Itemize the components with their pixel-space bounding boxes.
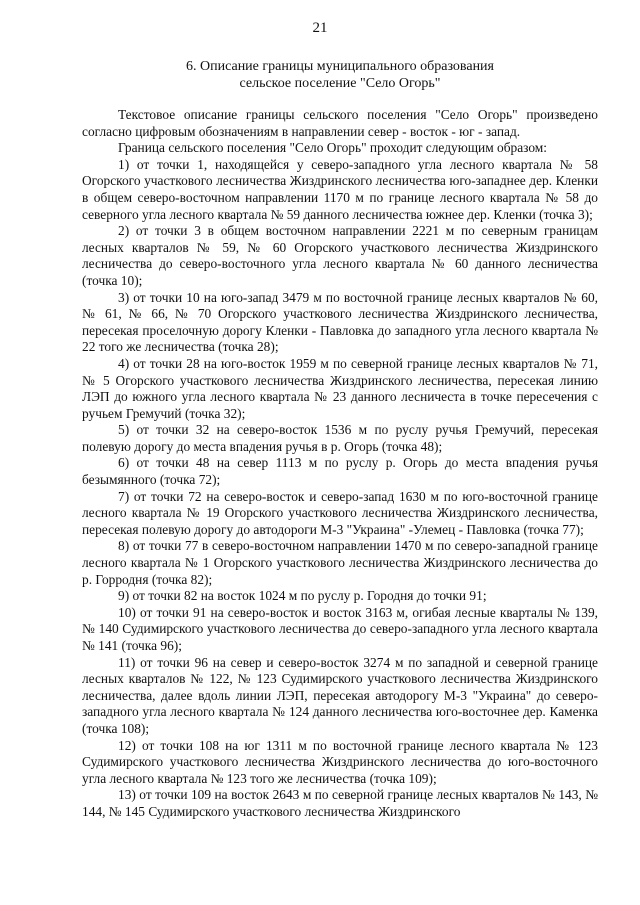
- boundary-item-3: 3) от точки 10 на юго-запад 3479 м по восточной границе лесных кварталов № 60, № 61, № 66, № 70 Огорского участкового лесничества Жиздринского лесничества, пересекая проселочную дорогу Кленки - Павловка до западного угла лесного квартала № 22 того же лесничества (точка 28);: [82, 289, 598, 355]
- boundary-item-7: 7) от точки 72 на северо-восток и северо-запад 1630 м по юго-восточной границе лесного квартала № 19 Огорского участкового лесничества Жиздринского лесничества, пересекая полевую дорогу до автодороги М-3 "Украина" -Улемец - Павловка (точка 77);: [82, 488, 598, 537]
- boundary-item-2: 2) от точки 3 в общем восточном направлении 2221 м по северным границам лесных кварталов № 59, № 60 Огорского участкового лесничества Жиздринского лесничества до северо-восточного угла лесного квартала № 60 данного лесничества (точка 10);: [82, 223, 598, 288]
- boundary-item-1: 1) от точки 1, находящейся у северо-западного угла лесного квартала № 58 Огорского участкового лесничества Жиздринского лесничества юго-западнее дер. Кленки в общем северо-восточном направлении 1170 м по границе лесного квартала № 58 до северного угла лесного квартала № 59 данного лесничества южнее дер. Кленки (точка 3);: [82, 156, 598, 222]
- page-number: 21: [312, 20, 328, 36]
- boundary-item-10: 10) от точки 91 на северо-восток и восток 3163 м, огибая лесные кварталы № 139, № 140 Судимирского участкового лесничества до северо-западного угла лесного квартала № 141 (точка 96);: [82, 604, 598, 653]
- boundary-item-9: 9) от точки 82 на восток 1024 м по руслу р. Городня до точки 91;: [118, 588, 487, 604]
- section-title: [80, 58, 600, 92]
- boundary-item-5: 5) от точки 32 на северо-восток 1536 м по руслу ручья Гремучий, пересекая полевую дорогу до места впадения ручья в р. Огорь (точка 48);: [82, 422, 598, 454]
- section-title-line-2: сельское поселение "Село Огорь": [239, 76, 441, 91]
- boundary-item-11: 11) от точки 96 на север и северо-восток 3274 м по западной и северной границе лесных кварталов № 122, № 123 Судимирского участкового лесничества Жиздринского лесничества, далее вдоль линии ЛЭП, пересекая автодорогу М-3 "Украина" до северо-западного угла лесного квартала № 124 данного лесничества юго-восточнее дер. Каменка (точка 108);: [82, 654, 598, 736]
- boundary-intro-paragraph: Граница сельского поселения "Село Огорь" проходит следующим образом:: [118, 140, 548, 156]
- boundary-item-6: 6) от точки 48 на север 1113 м по руслу р. Огорь до места впадения ручья безымянного (точка 72);: [82, 455, 598, 488]
- section-title-line-1: 6. Описание границы муниципального образования: [186, 59, 494, 74]
- boundary-item-8: 8) от точки 77 в северо-восточном направлении 1470 м по северо-западной границе лесного квартала № 1 Огорского участкового лесничества Жиздринского лесничества до р. Горродня (точка 82);: [82, 538, 598, 587]
- boundary-item-13: 13) от точки 109 на восток 2643 м по северной границе лесных кварталов № 143, № 144, № 145 Судимирского участкового лесничества Жиздринского: [82, 787, 598, 819]
- boundary-item-12: 12) от точки 108 на юг 1311 м по восточной границе лесного квартала № 123 Судимирского участкового лесничества Жиздринского лесничества до юго-восточного угла лесного квартала № 123 того же лесничества (точка 109);: [82, 737, 598, 786]
- boundary-item-4: 4) от точки 28 на юго-восток 1959 м по северной границе лесных кварталов № 71, № 5 Огорского участкового лесничества Жиздринского лесничества, пересекая линию ЛЭП до южного угла лесного квартала № 23 данного лесничеста в точке пересечения с ручьем Гремучий (точка 32);: [82, 355, 598, 421]
- intro-paragraph: Текстовое описание границы сельского поселения "Село Огорь" произведено согласно цифровым обозначениям в направлении север - восток - юг - запад.: [82, 107, 598, 139]
- document-body: [82, 107, 598, 821]
